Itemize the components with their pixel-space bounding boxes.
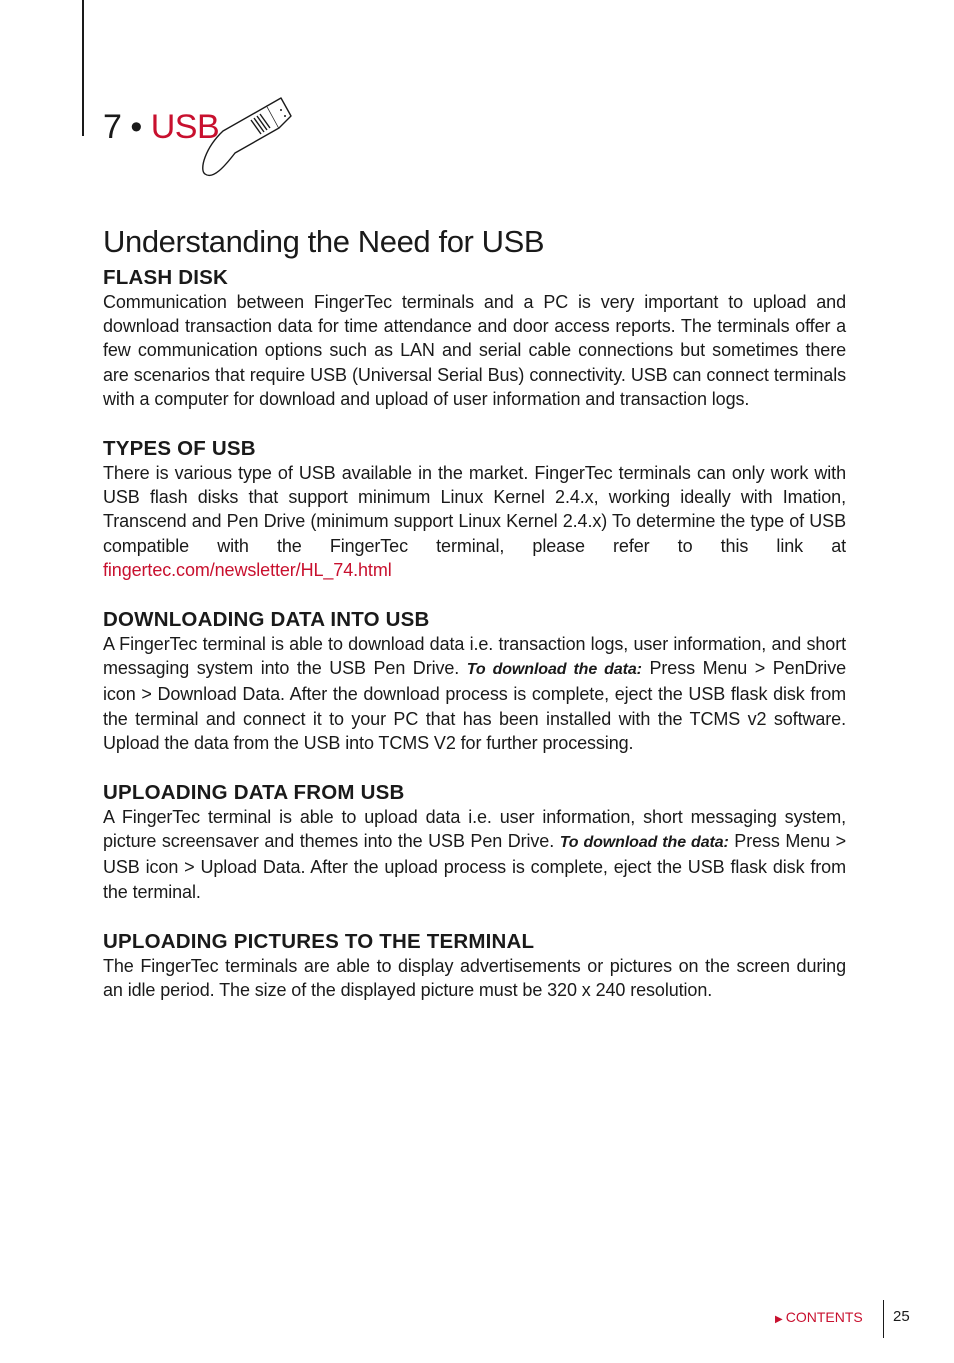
usb-drive-icon — [195, 88, 305, 184]
section-body-text: A FingerTec terminal is able to download data i.e. transaction logs, user information, and short messaging system into the USB Pen Drive. — [103, 634, 846, 679]
section-flash-disk — [103, 266, 846, 411]
section-types-of-usb — [103, 437, 846, 582]
section-body-text: Press Menu > PenDrive icon > Download Data. After the download process is complete, eject the USB flask disk from the terminal and connect it to your PC that has been installed with the TCMS v2 software. Upload the data from the USB into TCMS V2 for further processing. — [103, 658, 846, 753]
section-body-text: Press Menu > USB icon > Upload Data. After the upload process is complete, eject the USB flask disk from the terminal. — [103, 831, 846, 902]
contents-label: CONTENTS — [785, 1309, 863, 1325]
section-body: The FingerTec terminals are able to display advertisements or pictures on the screen during an idle period. The size of the displayed picture must be 320 x 240 resolution. — [103, 955, 846, 1001]
section-uploading-pictures — [103, 930, 846, 1002]
newsletter-link[interactable]: fingertec.com/newsletter/HL_74.html — [103, 559, 392, 580]
instruction-label: To download the data: — [559, 834, 729, 852]
section-body-text: There is various type of USB available in the market. FingerTec terminals can only work with USB flash disks that support minimum Linux Kernel 2.4.x, working ideally with Imation, Transcend and Pen Drive (minimum support Linux Kernel 2.4.x) To determine the type of USB compatible with the FingerTec terminal, please refer to this link at — [103, 463, 846, 556]
section-heading: DOWNLOADING DATA INTO USB — [103, 608, 430, 632]
play-arrow-icon: ▶ — [775, 1314, 783, 1325]
section-heading: UPLOADING DATA FROM USB — [103, 781, 405, 805]
contents-link[interactable] — [775, 1307, 863, 1330]
chapter-title: USB — [150, 108, 220, 146]
section-body — [103, 805, 846, 904]
section-body-text: A FingerTec terminal is able to upload data i.e. user information, short messaging system, picture screensaver and themes into the USB Pen Drive. — [103, 807, 846, 852]
section-body: Communication between FingerTec terminals and a PC is very important to upload and download transaction data for time attendance and door access reports. The terminals offer a few communication options such as LAN and serial cable connections but sometimes there are scenarios that require USB (Universal Serial Bus) connectivity. USB can connect terminals with a computer for download and upload of user information and transaction logs. — [103, 292, 846, 409]
section-heading: FLASH DISK — [103, 266, 228, 289]
page-number: 25 — [893, 1308, 910, 1325]
section-heading: UPLOADING PICTURES TO THE TERMINAL — [103, 929, 535, 953]
instruction-label: To download the data: — [466, 661, 642, 679]
footer-rule — [883, 1300, 884, 1338]
header-rule — [82, 0, 84, 136]
page-title: Understanding the Need for USB — [103, 224, 545, 259]
chapter-number: 7 • — [103, 108, 142, 146]
section-body — [103, 632, 846, 755]
section-body — [103, 461, 846, 582]
section-downloading-data — [103, 608, 846, 755]
section-heading: TYPES OF USB — [103, 437, 256, 461]
main-content — [103, 222, 846, 1002]
section-uploading-data — [103, 781, 846, 904]
